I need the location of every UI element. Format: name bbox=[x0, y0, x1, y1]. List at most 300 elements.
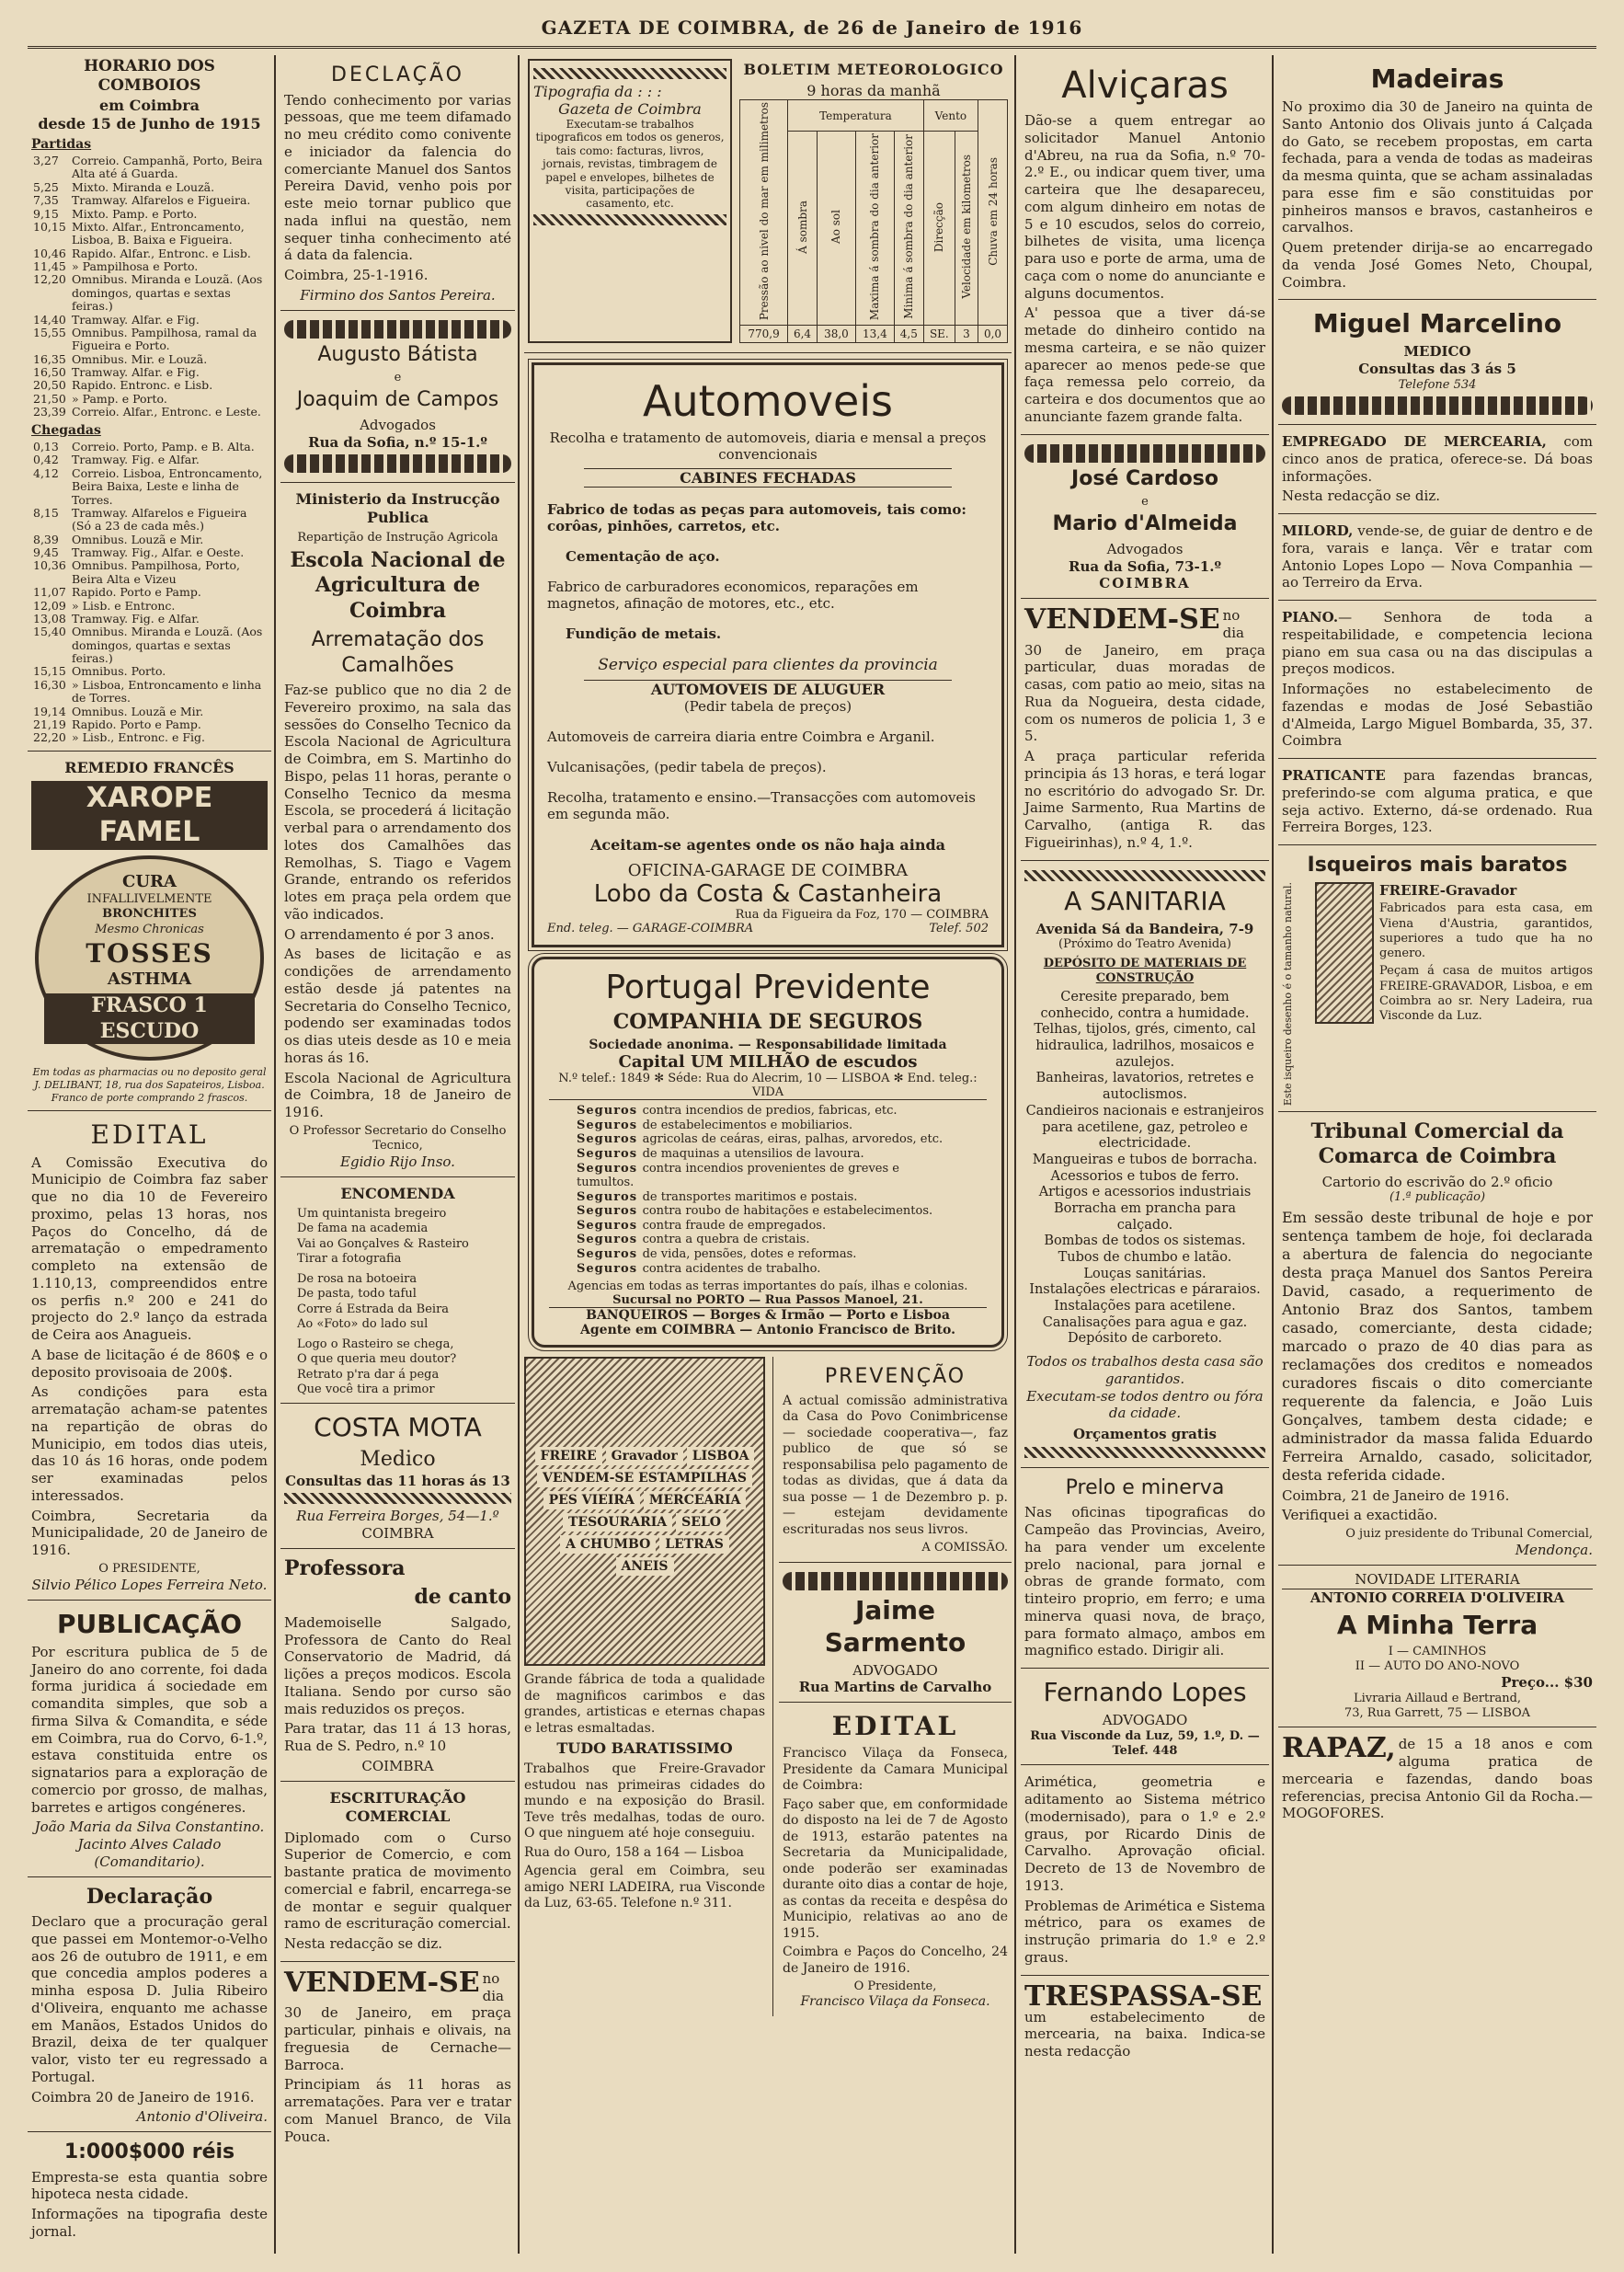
train-time: 11,45 bbox=[33, 259, 66, 273]
praticante bbox=[1278, 759, 1596, 845]
seguro-item bbox=[577, 1204, 959, 1219]
arrematacao-para: As bases de licitação e as condições de arrendamento estão desde já patentes na Secretaria do Conselho Tecnico, podendo ser examinadas todos os dias uteis desde as 10 e meia horas ás 16. bbox=[284, 946, 511, 1066]
train-route: Omnibus. Louzã e Mir. bbox=[72, 704, 204, 718]
ornament bbox=[284, 320, 511, 339]
automoveis-address: Rua da Figueira da Foz, 170 — COIMBRA bbox=[735, 908, 989, 923]
tribunal bbox=[1278, 1112, 1596, 1566]
automoveis-line: Fabrico de carburadores economicos, reparações em magnetos, afinação de motores, etc., etc. bbox=[547, 579, 919, 613]
train-row bbox=[31, 260, 268, 273]
reis-title: 1:000$000 réis bbox=[63, 2140, 235, 2164]
lawyer-role: Advogados bbox=[360, 416, 436, 433]
previdente-sucursal: Sucursal no PORTO — Rua Passos Manoel, 21. bbox=[549, 1293, 987, 1308]
reis-text: Informações na tipografia deste jornal. bbox=[31, 2206, 268, 2240]
seguro-desc: contra a quebra de cristais. bbox=[642, 1233, 810, 1247]
declacao-date: Coimbra, 25-1-1916. bbox=[284, 267, 429, 283]
train-time: 15,15 bbox=[33, 664, 66, 679]
arrematacao-title: Arrematação dos Camalhões bbox=[311, 628, 485, 677]
automoveis-line: Recolha, tratamento e ensino.—Transacções com automoveis em segunda mão. bbox=[547, 789, 976, 823]
illustration-label: MERCEARIA bbox=[644, 1491, 747, 1509]
aritmetica-text: Arimética, geometria e aditamento ao Sistema métrico (modernisado), para o 1.º e 2.º graus, por Ricardo Dinis de Carvalho. Aprovação oficial. Decreto de 13 de Novembro de 1913. bbox=[1024, 1773, 1265, 1894]
train-route: Mixto. Pamp. e Porto. bbox=[72, 206, 198, 221]
train-row bbox=[31, 467, 268, 507]
illustration-label: A CHUMBO bbox=[560, 1535, 656, 1554]
prevencao-sign: A COMISSÃO. bbox=[921, 1541, 1008, 1555]
top-row bbox=[524, 55, 1012, 353]
train-row bbox=[31, 546, 268, 559]
train-route: » Pampilhosa e Porto. bbox=[72, 259, 199, 273]
train-row bbox=[31, 314, 268, 327]
train-title: HORARIO DOS COMBOIOS bbox=[84, 57, 215, 96]
declaracao-oliveira bbox=[28, 1877, 271, 2133]
boletim-value: 3 bbox=[955, 326, 978, 343]
professora-title: de canto bbox=[414, 1585, 511, 1610]
automoveis-oficina: OFICINA-GARAGE DE COIMBRA bbox=[627, 861, 909, 881]
sanitaria-item: Instalações electricas e páraraios. bbox=[1029, 1282, 1261, 1298]
famel-cura: CURA bbox=[122, 871, 177, 891]
edital2-sign: Francisco Vilaça da Fonseca. bbox=[800, 1994, 990, 2010]
train-route: Omnibus. Louzã e Mir. bbox=[72, 532, 204, 546]
publicacao bbox=[28, 1601, 271, 1877]
sanitaria-item: Louças sanitárias. bbox=[1083, 1266, 1207, 1281]
automoveis-cabines: CABINES FECHADAS bbox=[584, 468, 952, 488]
fernando-lopes bbox=[1021, 1669, 1269, 1765]
train-time: 0,42 bbox=[33, 453, 59, 467]
train-time: 12,09 bbox=[33, 598, 66, 613]
sanitaria-item: Ceresite preparado, bem conhecido, contra a humidade. bbox=[1040, 990, 1250, 1021]
novidade-line: I — CAMINHOS bbox=[1388, 1644, 1487, 1658]
declacao bbox=[280, 55, 515, 311]
arrematacao-para: Faz-se publico que no dia 2 de Fevereiro proximo, na sala das sessões do Conselho Tecnico da Escola Nacional de Agricultura de Coimbra, em S. Martinho do Bispo, pelas 11 horas, perante o Conselho Tecnico da mesma Escola, se procederá á licitação verbal para o arrendamento dos lotes dos Camalhões das Remolhas, S. Tiago e Vagem Grande, entrando os referidos lotes em praça pela ordem que vão indicados. bbox=[284, 682, 511, 923]
prevencao-title: PREVENÇÃO bbox=[824, 1365, 966, 1389]
novidade-literaria bbox=[1278, 1566, 1596, 1727]
marcelino-hours: Consultas das 3 ás 5 bbox=[1358, 361, 1516, 377]
train-schedule bbox=[28, 55, 271, 752]
declaracao-title: Declaração bbox=[86, 1884, 213, 1909]
poem-line: Ao «Foto» do lado sul bbox=[297, 1316, 429, 1331]
train-row bbox=[31, 221, 268, 247]
train-time: 11,07 bbox=[33, 585, 66, 600]
sanitaria-foot: Executam-se todos dentro ou fóra da cidade. bbox=[1026, 1387, 1264, 1422]
tribunal-sign: Mendonça. bbox=[1515, 1542, 1593, 1559]
train-route: Tramway. Fig. e Alfar. bbox=[72, 611, 200, 625]
boletim-col: Minima á sombra do dia anterior bbox=[902, 134, 916, 319]
seguro-word: Seguros bbox=[577, 1104, 643, 1119]
train-row bbox=[31, 559, 268, 586]
seguro-word: Seguros bbox=[577, 1118, 643, 1132]
seguro-word: Seguros bbox=[577, 1146, 643, 1161]
train-time: 12,20 bbox=[33, 272, 66, 287]
professora-title: Professora bbox=[284, 1555, 406, 1580]
vendem-text: no dia 30 de Janeiro, em praça particular, duas moradas de casas, com patio ao meio, sitas na Rua da Nogueira, desta cidade, com os numeros de policia 1, 3 e 5. bbox=[1024, 607, 1265, 745]
arrematacao-role: O Professor Secretario do Conselho Tecnico, bbox=[289, 1123, 507, 1153]
seguro-word: Seguros bbox=[577, 1218, 643, 1233]
previdente-capital: Capital UM MILHÃO de escudos bbox=[618, 1052, 918, 1073]
column-rule bbox=[518, 55, 520, 2254]
doctor-role: Medico bbox=[360, 1448, 436, 1471]
train-route: Correio. Lisboa, Entroncamento, Beira Baixa, Leste e linha de Torres. bbox=[72, 465, 263, 507]
train-route: Correio. Alfar., Entronc. e Leste. bbox=[72, 405, 261, 419]
automoveis-line: Cementação de aço. bbox=[566, 548, 720, 566]
right-stack bbox=[772, 1357, 1012, 2016]
emprestimo bbox=[28, 2132, 271, 2249]
edital1-role: O PRESIDENTE, bbox=[98, 1561, 200, 1576]
seguro-desc: de vida, pensões, dotes e reformas. bbox=[642, 1247, 857, 1262]
train-time: 21,50 bbox=[33, 391, 66, 406]
train-row bbox=[31, 155, 268, 181]
tipografia-title: Tipografia da : : : bbox=[533, 83, 662, 100]
train-route: » Lisb. e Entronc. bbox=[72, 598, 176, 613]
lawyer-address: Rua da Sofia, n.º 15-1.º bbox=[308, 433, 487, 451]
marcelino-name: Miguel Marcelino bbox=[1312, 308, 1562, 339]
train-route: Mixto. Alfar., Entroncamento, Lisboa, B. Baixa e Figueira. bbox=[72, 219, 245, 247]
alvicaras-title: Alviçaras bbox=[1061, 64, 1229, 107]
famel-footnote: Em todas as pharmacias ou no deposito geral J. DELIBANT, 18, rua dos Sapateiros, Lisboa. Franco de porte comprando 2 frascos. bbox=[32, 1066, 267, 1104]
train-time: 8,15 bbox=[33, 505, 59, 520]
vendem-pinhais bbox=[280, 1962, 515, 2154]
tribunal-title: Tribunal Comercial da Comarca de Coimbra bbox=[1310, 1119, 1564, 1169]
illustration-label: TESOURARIA bbox=[563, 1513, 672, 1532]
freire-illustration bbox=[524, 1357, 765, 1666]
seguros-list bbox=[577, 1104, 959, 1276]
train-time: 9,15 bbox=[33, 206, 59, 221]
department: Repartição de Instrução Agricola bbox=[297, 531, 498, 545]
train-time: 16,30 bbox=[33, 677, 66, 692]
trespassa-text: um estabelecimento de mercearia, na baixa. Indica-se nesta redacção bbox=[1024, 2008, 1265, 2060]
train-route: Tramway. Alfar. e Fig. bbox=[72, 365, 200, 379]
train-row bbox=[31, 194, 268, 207]
sanitaria-ad bbox=[1021, 861, 1269, 1468]
illustration-label: Gravador bbox=[606, 1447, 683, 1465]
poem-line: De rosa na botoeira bbox=[297, 1272, 417, 1286]
reis-text: Empresta-se esta quantia sobre hipoteca nesta cidade. bbox=[31, 2168, 268, 2203]
train-route: Rapido. Porto e Pamp. bbox=[72, 717, 201, 731]
poem-line: Vai ao Gonçalves & Rasteiro bbox=[297, 1236, 469, 1251]
piano-title: PIANO. bbox=[1282, 609, 1339, 625]
seguro-item bbox=[577, 1190, 959, 1205]
declacao-title: DECLAÇÃO bbox=[331, 63, 464, 86]
edital2-role: O Presidente, bbox=[853, 1979, 937, 1994]
sanitaria-item: Instalações para acetilene. bbox=[1054, 1299, 1236, 1314]
famel-ad bbox=[28, 752, 271, 1111]
seguro-item bbox=[577, 1119, 959, 1133]
train-time: 10,46 bbox=[33, 246, 66, 260]
automoveis-firm: Lobo da Costa & Castanheira bbox=[593, 880, 943, 909]
column-rule bbox=[1272, 55, 1274, 2254]
isqueiros-title: Isqueiros mais baratos bbox=[1307, 854, 1568, 877]
sanitaria-item: Acessorios e tubos de ferro. bbox=[1050, 1168, 1240, 1184]
seguro-desc: contra fraude de empregados. bbox=[642, 1218, 827, 1233]
train-route: Omnibus. Mir. e Louzã. bbox=[72, 351, 208, 366]
tipografia-ad bbox=[528, 59, 732, 343]
seguro-desc: de maquinas a utensilios de lavoura. bbox=[642, 1146, 864, 1161]
bottom-row bbox=[524, 1357, 1012, 2016]
train-time: 16,50 bbox=[33, 365, 66, 379]
seguro-desc: contra incendios de predios, fabricas, etc. bbox=[642, 1104, 898, 1119]
sarmento-name: Jaime Sarmento bbox=[824, 1594, 966, 1658]
rapaz-title: RAPAZ, bbox=[1282, 1732, 1396, 1765]
sanitaria-item: Bombas de todos os sistemas. bbox=[1044, 1234, 1246, 1249]
sarmento bbox=[779, 1563, 1012, 1704]
previdente-soc: Sociedade anonima. — Responsabilidade limitada bbox=[589, 1038, 947, 1053]
train-time: 13,08 bbox=[33, 611, 66, 625]
boletim-col: Chuva em 24 horas bbox=[986, 156, 1000, 266]
column-2 bbox=[280, 55, 515, 2254]
train-time: 21,19 bbox=[33, 717, 66, 731]
famel-line3: Mesmo Chronicas bbox=[95, 922, 204, 936]
empregado-text: Nesta redacção se diz. bbox=[1282, 488, 1440, 505]
poem-line: Tirar a fotografia bbox=[297, 1251, 402, 1266]
train-route: Tramway. Fig. e Alfar. bbox=[72, 453, 200, 467]
empregado-title: EMPREGADO DE MERCEARIA, bbox=[1282, 433, 1547, 450]
lawyer-name: Mario d'Almeida bbox=[1052, 512, 1238, 536]
train-route: Tramway. Alfar. e Fig. bbox=[72, 312, 200, 327]
sanitaria-title: A SANITARIA bbox=[1064, 885, 1226, 916]
poem-line: O que queria meu doutor? bbox=[297, 1352, 457, 1367]
boletim-value: 4,5 bbox=[894, 326, 923, 343]
aritmetica-text: Problemas de Arimética e Sistema métrico, para os exames de instrução primaria do 1.º e 2.º graus. bbox=[1024, 1897, 1265, 1966]
famel-top: REMEDIO FRANCÊS bbox=[64, 758, 234, 776]
tribunal-verif: Verifiquei a exactidão. bbox=[1282, 1507, 1438, 1524]
train-time: 19,14 bbox=[33, 704, 66, 718]
previdente-agente: Agente em COIMBRA — Antonio Francisco de Brito. bbox=[580, 1323, 955, 1338]
train-route: Correio. Campanhã, Porto, Beira Alta até á Guarda. bbox=[72, 154, 263, 181]
seguro-item bbox=[577, 1132, 959, 1147]
seguro-item bbox=[577, 1104, 959, 1119]
empregado-text: com cinco anos de pratica, oferece-se. Dá boas informações. bbox=[1282, 433, 1593, 485]
seguro-desc: contra acidentes de trabalho. bbox=[642, 1261, 821, 1276]
automoveis-agentes: Aceitam-se agentes onde os não haja ainda bbox=[589, 836, 946, 855]
train-route: » Pamp. e Porto. bbox=[72, 391, 167, 406]
train-time: 7,35 bbox=[33, 193, 59, 208]
prevencao-text: A actual comissão administrativa da Casa do Povo Conimbricense — sociedade cooperativa—, faz publico de que só se responsabilisa pelo pagamento de todas as dividas, que á data da sua posse — 1 de Dezembro p. p. — estejam devidamente escrituradas nos seus livros. bbox=[783, 1393, 1008, 1537]
automoveis-title: Automoveis bbox=[642, 376, 894, 427]
automoveis-line: Fabrico de todas as peças para automoveis, tais como: corôas, pinhões, carretos, etc. bbox=[547, 501, 966, 535]
marcelino-role: MEDICO bbox=[1403, 343, 1471, 361]
automoveis-contact bbox=[547, 922, 989, 935]
madeiras-text: Quem pretender dirija-se ao encarregado da venda José Gomes Neto, Choupal, Coimbra. bbox=[1282, 239, 1593, 291]
train-row bbox=[31, 706, 268, 718]
madeiras-title: Madeiras bbox=[1370, 63, 1504, 94]
poem-line: Corre á Estrada da Beira bbox=[297, 1302, 450, 1316]
train-row bbox=[31, 273, 268, 313]
freire-line: Rua do Ouro, 158 a 164 — Lisboa bbox=[524, 1844, 744, 1860]
famel-asthma: ASTHMA bbox=[107, 969, 192, 989]
column-5 bbox=[1278, 55, 1596, 2254]
vendem-text: no dia 30 de Janeiro, em praça particular, pinhais e olivais, na freguesia de Cernache—Barroca. bbox=[284, 1969, 511, 2073]
professora-canto bbox=[280, 1549, 515, 1782]
automoveis-aluguer: AUTOMOVEIS DE ALUGUER bbox=[584, 680, 952, 698]
boletim-col: Direcção bbox=[932, 201, 946, 252]
piano-text: Informações no estabelecimento de fazendas e modas de José Sebastião d'Almeida, Largo Miguel Bombarda, 35, 37. Coimbra bbox=[1282, 681, 1593, 750]
train-route: Omnibus. Porto. bbox=[72, 664, 166, 679]
departures-label: Partidas bbox=[31, 136, 92, 152]
column-rule bbox=[1014, 55, 1016, 2254]
milord bbox=[1278, 514, 1596, 601]
train-route: Rapido. Porto e Pamp. bbox=[72, 585, 201, 600]
ornament bbox=[1024, 444, 1265, 463]
professora-text: Para tratar, das 11 á 13 horas, Rua de S. Pedro, n.º 10 bbox=[284, 1720, 511, 1754]
lawyer-name: José Cardoso bbox=[1071, 466, 1218, 490]
edital2-date: Coimbra e Paços do Concelho, 24 de Janeiro de 1916. bbox=[783, 1945, 1008, 1976]
seguro-item bbox=[577, 1219, 959, 1234]
boletim-col: Ao sol bbox=[829, 210, 843, 245]
train-row bbox=[31, 393, 268, 406]
train-subtitle: em Coimbra bbox=[98, 96, 200, 114]
previdente-ad bbox=[532, 957, 1004, 1348]
masthead: GAZETA DE COIMBRA, de 26 de Janeiro de 1916 bbox=[28, 9, 1596, 49]
famel-line1: INFALLIVELMENTE bbox=[86, 892, 212, 907]
fernando-role: ADVOGADO bbox=[1102, 1712, 1188, 1729]
automoveis-line: Recolha e tratamento de automoveis, diaria e mensal a preços convencionais bbox=[549, 430, 987, 464]
train-row bbox=[31, 731, 268, 744]
novidade-shop: Livraria Aillaud e Bertrand, bbox=[1353, 1691, 1522, 1705]
train-row bbox=[31, 366, 268, 379]
freire-line: Grande fábrica de toda a qualidade de magnificos carimbos e das grandes, artisticas e eternas chapas e letras esmaltadas. bbox=[524, 1672, 765, 1736]
tribunal-date: Coimbra, 21 de Janeiro de 1916. bbox=[1282, 1486, 1510, 1504]
rapaz bbox=[1278, 1727, 1596, 1830]
edital-municipal bbox=[28, 1111, 271, 1601]
seguro-word: Seguros bbox=[577, 1233, 643, 1247]
publicacao-text: Por escritura publica de 5 de Janeiro do ano corrente, foi dada forma juridica á sociedade em comandita simples, que sob a firma Silva & Comandita, e séde em Coimbra, rua do Corvo, 6-1.º, estava constituida entre os signatarios para a exploração de comercio por grosso, de malhas, barretes e artigos congéneres. bbox=[31, 1643, 268, 1816]
tribunal-pub: (1.ª publicação) bbox=[1389, 1190, 1486, 1205]
tipografia-name: Gazeta de Coimbra bbox=[558, 100, 702, 118]
novidade-book: A Minha Terra bbox=[1336, 1609, 1538, 1640]
boletim-value: 38,0 bbox=[817, 326, 855, 343]
famel-name: XAROPE FAMEL bbox=[31, 781, 268, 850]
freire-ad bbox=[524, 1357, 765, 2016]
boletim-value: 13,4 bbox=[855, 326, 894, 343]
train-row bbox=[31, 613, 268, 625]
famel-line2: BRONCHITES bbox=[102, 907, 197, 922]
seguro-item bbox=[577, 1262, 959, 1277]
automoveis-servico: Serviço especial para clientes da provincia bbox=[598, 656, 938, 675]
train-row bbox=[31, 181, 268, 194]
edital2-text: Francisco Vilaça da Fonseca, Presidente da Camara Municipal de Coimbra: bbox=[783, 1746, 1008, 1794]
edital2-text: Faço saber que, em conformidade do disposto na lei de 7 de Agosto de 1913, estarão patentes na Secretaria da Municipalidade, onde poderão ser examinadas durante oito dias a contar de hoje, as contas da receita e despêsa do Municipio, relativas ao ano de 1915. bbox=[783, 1796, 1008, 1941]
poem-line: De fama na academia bbox=[297, 1222, 429, 1236]
train-row bbox=[31, 665, 268, 678]
publicacao-sign: João Maria da Silva Constantino. bbox=[34, 1819, 265, 1836]
novidade-line: II — AUTO DO ANO-NOVO bbox=[1355, 1658, 1520, 1673]
train-row bbox=[31, 507, 268, 534]
previdente-title: Portugal Previdente bbox=[605, 969, 931, 1007]
seguro-word: Seguros bbox=[577, 1161, 643, 1176]
isqueiros-line: Peçam á casa de muitos artigos FREIRE-GRAVADOR, Lisboa, e em Coimbra ao sr. Nery Ladeira, rua Visconde da Luz. bbox=[1379, 964, 1593, 1023]
novidade-address: 73, Rua Garrett, 75 — LISBOA bbox=[1344, 1706, 1531, 1721]
praticante-title: PRATICANTE bbox=[1282, 767, 1386, 784]
marcelino-tel: Telefone 534 bbox=[1398, 377, 1477, 392]
doctor-city: COIMBRA bbox=[361, 1525, 434, 1542]
train-row bbox=[31, 534, 268, 546]
aritmetica bbox=[1021, 1765, 1269, 1975]
sanitaria-near: (Próximo do Teatro Avenida) bbox=[1058, 937, 1231, 952]
prevencao bbox=[779, 1357, 1012, 1562]
tribunal-cart: Cartorio do escrivão do 2.º oficio bbox=[1321, 1173, 1553, 1190]
train-time: 15,55 bbox=[33, 325, 66, 339]
boletim bbox=[736, 55, 1012, 347]
piano bbox=[1278, 601, 1596, 759]
famel-tosses: TOSSES bbox=[86, 937, 213, 969]
ornament bbox=[1024, 1447, 1265, 1458]
ministry: Ministerio da Instrucção Publica bbox=[295, 490, 500, 527]
boletim-table bbox=[739, 99, 1008, 343]
marcelino bbox=[1278, 300, 1596, 425]
ornament bbox=[533, 214, 726, 225]
poem-line: Que você tira a primor bbox=[297, 1382, 435, 1396]
train-route: Omnibus. Miranda e Louzã. (Aos domingos, quartas e sextas feiras.) bbox=[72, 272, 263, 314]
column-1 bbox=[28, 55, 271, 2254]
previdente-sede: N.º telef.: 1849 ✻ Séde: Rua do Alecrim, 10 — LISBOA ✻ End. teleg.: VIDA bbox=[549, 1072, 987, 1100]
boletim-col: Maxima á sombra do dia anterior bbox=[868, 133, 882, 321]
vendem-text: A praça particular referida principia ás 13 horas, e terá logar no escritório do advogado Sr. Dr. Jaime Sarmento, Rua Martins de Carvalho, (antiga R. das Figueirinhas), n.º 4, 1.º. bbox=[1024, 748, 1265, 851]
automoveis-teleg: End. teleg. — GARAGE-COIMBRA bbox=[547, 922, 754, 936]
edital1-para: A Comissão Executiva do Municipio de Coimbra faz saber que no dia 10 de Fevereiro proximo, pelas 13 horas, nos Paços do Concelho, dá de arrematação o empedramento completo na extensão de 1.110,13, compreendidos entre os perfis n.º 200 e 241 do projecto do 2.º lanço da estrada de Ceira aos Anagueis. bbox=[31, 1153, 268, 1344]
escrituracao-text: Nesta redacção se diz. bbox=[284, 1935, 442, 1952]
boletim-title: BOLETIM METEOROLOGICO bbox=[743, 61, 1004, 78]
illustration-label: FREIRE bbox=[535, 1447, 602, 1465]
train-time: 22,20 bbox=[33, 730, 66, 745]
milord-text: vende-se, de guiar de dentro e de fora, varais e lança. Vêr e tratar com Antonio Lopes Lopo — Nova Companhia — ao Terreiro da Erva. bbox=[1282, 522, 1593, 591]
boletim-col: Velocidade em kilometros bbox=[959, 155, 973, 299]
professora-city: COIMBRA bbox=[361, 1757, 434, 1774]
escrituracao-text: Diplomado com o Curso Superior de Comercio, e com bastante pratica de movimento comercial e fabril, encarrega-se de montar e seguir qualquer ramo de escrituração comercial. bbox=[284, 1829, 511, 1933]
sanitaria-item: Borracha em prancha para calçado. bbox=[1054, 1200, 1236, 1233]
train-route: Tramway. Alfarelos e Figueira. bbox=[72, 193, 251, 208]
previdente-banqueiros: BANQUEIROS — Borges & Irmão — Porto e Lisboa bbox=[586, 1308, 950, 1324]
school-name: Escola Nacional de Agricultura de Coimbra bbox=[290, 547, 506, 623]
train-time: 4,12 bbox=[33, 465, 59, 480]
escrituracao-title: ESCRITURAÇÃO COMERCIAL bbox=[329, 1788, 466, 1825]
sanitaria-foot: Todos os trabalhos desta casa são garantidos. bbox=[1026, 1353, 1264, 1387]
train-time: 0,13 bbox=[33, 440, 59, 453]
boletim-value: 6,4 bbox=[788, 326, 818, 343]
train-row bbox=[31, 353, 268, 366]
poem-line: De pasta, todo taful bbox=[297, 1287, 417, 1302]
lawyer-name: Augusto Bátista bbox=[317, 342, 478, 366]
alvicaras-text: Dão-se a quem entregar ao solicitador Manuel Antonio d'Abreu, na rua da Sofia, n.º 70-2.º E., ou indicar quem tiver, uma carteira que lhe desapareceu, com algum dinheiro em notas de 5 e 10 escudos, selos do correio, bilhetes de visita, uma licença para uso e porte de arma, uma de caça com o nome do anunciante e alguns documentos. bbox=[1024, 112, 1265, 302]
edital1-para: Coimbra, Secretaria da Municipalidade, 20 de Janeiro de 1916. bbox=[31, 1507, 268, 1559]
ornament bbox=[783, 1572, 1008, 1590]
declaracao-text: Declaro que a procuração geral que passei em Montemor-o-Velho aos 26 de outubro de 1911, e em que concedia amplos poderes a minha esposa D. Julia Ribeiro d'Oliveira, enquanto me achasse em Manãos, Estados Unidos do Brazil, deixa de ter qualquer valor, visto ter eu regressado a Portugal. bbox=[31, 1913, 268, 2085]
lawyer-address: Rua da Sofia, 73-1.º bbox=[1069, 557, 1221, 575]
train-row bbox=[31, 600, 268, 613]
train-route: » Lisboa, Entroncamento e linha de Torres. bbox=[72, 677, 262, 706]
train-route: Tramway. Fig., Alfar. e Oeste. bbox=[72, 545, 245, 559]
edital-camara bbox=[779, 1703, 1012, 2016]
automoveis-line: Fundição de metais. bbox=[566, 625, 722, 643]
doctor-name: COSTA MOTA bbox=[314, 1412, 482, 1442]
previdente-agencias: Agencias em todas as terras importantes do país, ilhas e colonias. bbox=[567, 1279, 968, 1294]
isqueiros-text bbox=[1379, 882, 1593, 1106]
seguro-word: Seguros bbox=[577, 1204, 643, 1219]
sanitaria-address: Avenida Sá da Bandeira, 7-9 bbox=[1035, 920, 1254, 937]
madeiras-text: No proximo dia 30 de Janeiro na quinta de Santo Antonio dos Olivais junto á Calçada do Gato, se recebem propostas, em carta fechada, para a venda de todas as madeiras da mesma quinta, que se acham assinaladas para esse fim e são constituidas por pinheiros mansos e bravos, castanheiros e carvalhos. bbox=[1282, 98, 1593, 236]
train-time: 8,39 bbox=[33, 532, 59, 546]
train-row bbox=[31, 718, 268, 731]
train-time: 10,15 bbox=[33, 219, 66, 234]
train-row bbox=[31, 327, 268, 353]
sanitaria-item: Tubos de chumbo e latão. bbox=[1058, 1250, 1232, 1265]
train-row bbox=[31, 441, 268, 453]
train-route: Mixto. Miranda e Louzã. bbox=[72, 179, 215, 194]
seguro-item bbox=[577, 1162, 959, 1190]
sanitaria-item: Canalisações para agua e gaz. bbox=[1042, 1314, 1248, 1330]
train-row bbox=[31, 586, 268, 599]
piano-text: — Senhora de toda a respeitabilidade, e competencia leciona piano em sua casa ou na das discipulas a preços modicos. bbox=[1282, 609, 1593, 678]
sanitaria-item: Telhas, tijolos, grés, cimento, cal hidraulica, ladrilhos, mosaicos e azulejos. bbox=[1034, 1022, 1256, 1070]
novidade-price: Preço... $30 bbox=[1501, 1674, 1593, 1692]
previdente-sub: COMPANHIA DE SEGUROS bbox=[612, 1010, 923, 1035]
